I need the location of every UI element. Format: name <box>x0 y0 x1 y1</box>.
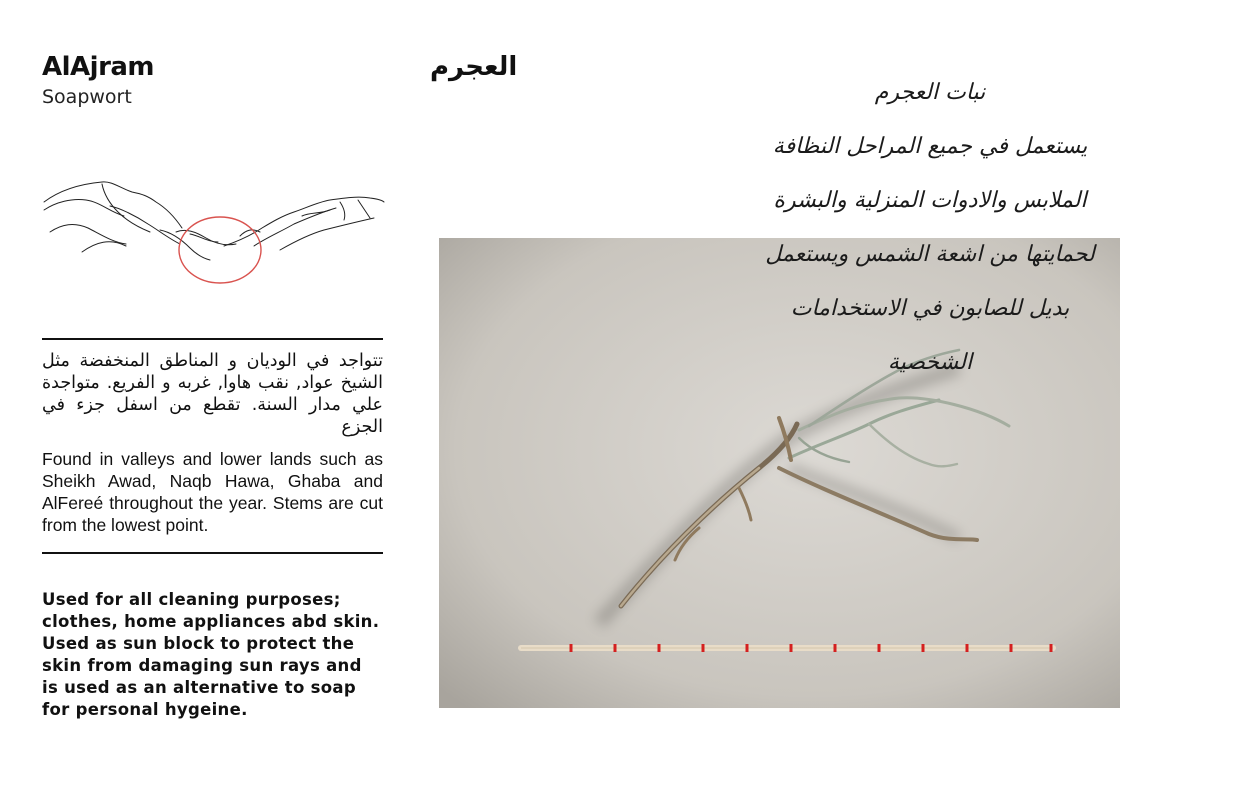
handwritten-arabic-note <box>740 66 1120 390</box>
handwritten-line: الشخصية <box>887 350 973 375</box>
plant-common-name: Soapwort <box>42 86 132 108</box>
handwritten-line: يستعمل في جميع المراحل النظافة <box>772 134 1088 159</box>
divider-top <box>42 338 383 340</box>
arabic-description: تتواجد في الوديان و المناطق المنخفضة مثل الشيخ عواد, نقب هاوا, غربه و الفريع. متواجدة علي مدار السنة. تقطع من اسفل جزء في الجزع <box>42 351 383 437</box>
measuring-stick <box>521 644 1053 652</box>
arabic-plant-name: العجرم <box>430 52 518 82</box>
handwritten-line: الملابس والادوات المنزلية والبشرة <box>773 188 1087 213</box>
handwritten-line: نبات العجرم <box>874 80 986 105</box>
english-description: Found in valleys and lower lands such as Sheikh Awad, Naqb Hawa, Ghaba and AlFereé throughout the year. Stems are cut from the lowest point. <box>42 449 383 535</box>
uses-text: Used for all cleaning purposes; clothes, home appliances abd skin. Used as sun block to protect the skin from damaging sun rays and is used as an alternative to soap for personal hygeine. <box>42 590 380 719</box>
handwritten-line: بديل للصابون في الاستخدامات <box>790 296 1070 321</box>
plant-name-title: AlAjram <box>42 52 155 82</box>
highlight-circle <box>179 217 261 283</box>
mountain-location-sketch <box>40 172 386 290</box>
divider-bottom <box>42 552 383 554</box>
handwritten-line: لحمايتها من اشعة الشمس ويستعمل <box>765 242 1095 267</box>
